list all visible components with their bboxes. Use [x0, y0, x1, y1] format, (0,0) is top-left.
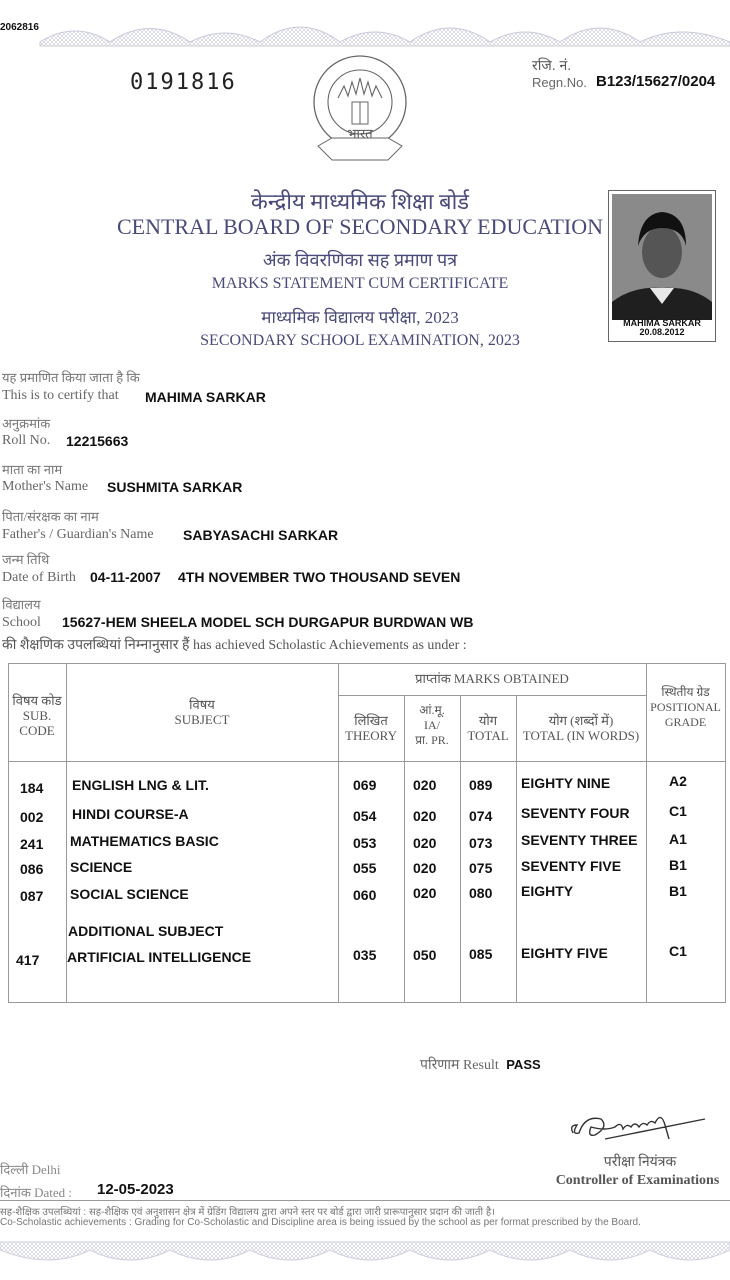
header-ia-text: IA/	[424, 718, 440, 732]
row-subject: SOCIAL SCIENCE	[70, 886, 189, 902]
student-photo	[608, 190, 716, 342]
row-ia: 020	[413, 885, 437, 901]
result-line	[420, 1055, 541, 1074]
header-total-words-hindi: योग (शब्दों में)	[548, 713, 614, 728]
controller-signature-icon	[565, 1105, 710, 1155]
row-code: 417	[16, 952, 40, 968]
col-line	[725, 663, 726, 1003]
student-name: MAHIMA SARKAR	[145, 389, 266, 405]
header-grade-hindi: स्थितीय ग्रेड	[661, 685, 710, 699]
dated-label: Dated :	[34, 1185, 72, 1200]
header-subject-hindi: विषय	[189, 697, 215, 712]
header-grade-line1: POSITIONAL	[650, 700, 721, 714]
header-pr-text: प्रा. PR.	[415, 733, 449, 747]
row-subject: SCIENCE	[70, 859, 133, 875]
controller-title: Controller of Examinations	[555, 1173, 720, 1188]
row-grade: C1	[669, 803, 687, 819]
table-border-bottom	[8, 1002, 726, 1003]
header-total-hindi: योग	[478, 713, 498, 728]
row-theory: 060	[353, 887, 377, 903]
photo-caption-date: 20.08.2012	[639, 327, 685, 337]
certificate-number: 0191816	[130, 70, 237, 95]
father-label-hindi: पिता/संरक्षक का नाम	[2, 509, 99, 524]
exam-title: SECONDARY SCHOOL EXAMINATION, 2023	[200, 332, 520, 349]
row-total-words: SEVENTY THREE	[521, 832, 638, 848]
dob-label-hindi: जन्म तिथि	[2, 552, 50, 567]
additional-subject-label: ADDITIONAL SUBJECT	[68, 923, 224, 939]
dob-label: Date of Birth	[2, 570, 76, 585]
row-code: 241	[20, 836, 44, 852]
header-sub-code-hindi: विषय कोड	[12, 693, 62, 708]
document-title-hindi: अंक विवरणिका सह प्रमाण पत्र	[262, 250, 458, 270]
father-name: SABYASACHI SARKAR	[183, 527, 339, 543]
row-total: 089	[469, 777, 493, 793]
header-grade-line2: GRADE	[664, 715, 707, 729]
header-ia-hindi: आं.मू.	[419, 703, 445, 717]
co-scholastic-note: Co-Scholastic achievements : Grading for Co-Scholastic and Discipline area is being issued by the school as per format prescribed by the Board.	[0, 1217, 641, 1228]
photo-caption-name: MAHIMA SARKAR	[623, 318, 701, 328]
board-title-hindi: केन्द्रीय माध्यमिक शिक्षा बोर्ड	[250, 189, 470, 214]
row-ia: 050	[413, 947, 437, 963]
regn-number: B123/15627/0204	[596, 73, 716, 90]
certify-label-hindi: यह प्रमाणित किया जाता है कि	[2, 370, 140, 385]
row-code: 184	[20, 780, 44, 796]
bottom-guilloche-border	[0, 1236, 730, 1276]
result-value: PASS	[506, 1057, 541, 1072]
mother-label: Mother's Name	[2, 479, 89, 494]
row-grade: B1	[669, 883, 687, 899]
roll-number: 12215663	[66, 433, 129, 449]
achievements-statement-text: has achieved Scholastic Achievements as under :	[192, 638, 467, 653]
regn-label: Regn.No.	[532, 75, 587, 90]
header-theory-hindi: लिखित	[354, 713, 388, 728]
place-label: Delhi	[31, 1162, 61, 1177]
header-total-words	[516, 713, 646, 743]
header-total-text: TOTAL	[467, 728, 509, 743]
row-theory: 054	[353, 808, 377, 824]
row-code: 087	[20, 888, 44, 904]
top-guilloche-border	[0, 10, 730, 50]
row-subject: HINDI COURSE-A	[72, 806, 189, 822]
marks-table	[8, 663, 726, 1003]
header-sub-code-line1: SUB.	[22, 708, 52, 723]
header-total	[460, 713, 516, 743]
marks-group-divider	[338, 695, 646, 696]
row-grade: C1	[669, 943, 687, 959]
dated-line	[0, 1183, 72, 1201]
father-label: Father's / Guardian's Name	[2, 527, 154, 542]
row-total-words: EIGHTY	[521, 883, 574, 899]
row-total-words: EIGHTY NINE	[521, 775, 611, 791]
row-code: 002	[20, 809, 44, 825]
row-total-words: EIGHTY FIVE	[521, 945, 608, 961]
row-ia: 020	[413, 808, 437, 824]
regn-label-hindi: रजि. नं.	[532, 57, 572, 73]
header-theory-text: THEORY	[345, 728, 397, 743]
header-divider	[8, 761, 726, 762]
row-total: 080	[469, 885, 493, 901]
row-ia: 020	[413, 860, 437, 876]
row-subject: ARTIFICIAL INTELLIGENCE	[67, 949, 252, 965]
row-code: 086	[20, 861, 44, 877]
header-total-words-text: TOTAL (IN WORDS)	[522, 728, 640, 743]
header-subject	[66, 697, 338, 727]
document-title: MARKS STATEMENT CUM CERTIFICATE	[211, 275, 509, 292]
roll-label: Roll No.	[2, 433, 51, 448]
row-theory: 055	[353, 860, 377, 876]
row-theory: 035	[353, 947, 377, 963]
header-positional-grade	[646, 685, 725, 730]
mother-name: SUSHMITA SARKAR	[107, 479, 243, 495]
place-line	[0, 1160, 60, 1178]
row-total: 074	[469, 808, 493, 824]
row-grade: B1	[669, 857, 687, 873]
header-marks-obtained: प्राप्तांक MARKS OBTAINED	[415, 671, 569, 686]
school-name: 15627-HEM SHEELA MODEL SCH DURGAPUR BURDWAN WB	[62, 614, 474, 630]
row-subject: MATHEMATICS BASIC	[70, 833, 219, 849]
row-total: 075	[469, 860, 493, 876]
row-total: 085	[469, 946, 493, 962]
dated-label-hindi: दिनांक	[0, 1185, 31, 1200]
row-total-words: SEVENTY FOUR	[521, 805, 630, 821]
table-border-top	[8, 663, 726, 664]
row-total: 073	[469, 835, 493, 851]
header-subject-text: SUBJECT	[174, 712, 230, 727]
row-subject: ENGLISH LNG & LIT.	[72, 777, 209, 793]
row-theory: 053	[353, 835, 377, 851]
co-scholastic-note-hindi: सह-शैक्षिक उपलब्धियां : सह-शैक्षिक एवं अनुशासन क्षेत्र में ग्रेडिंग विद्यालय द्वारा अपने स्तर पर बोर्ड द्वारा जारी प्रारूपानुसार प्रदान की जाती है।	[0, 1207, 495, 1218]
roll-label-hindi: अनुक्रमांक	[2, 416, 51, 431]
school-label-hindi: विद्यालय	[2, 597, 41, 612]
row-ia: 020	[413, 835, 437, 851]
serial-number-top: 2062816	[0, 22, 39, 33]
row-grade: A2	[669, 773, 687, 789]
header-theory	[338, 713, 404, 743]
header-ia-practical	[404, 703, 460, 748]
row-grade: A1	[669, 831, 687, 847]
exam-title-hindi: माध्यमिक विद्यालय परीक्षा, 2023	[261, 308, 459, 327]
place-label-hindi: दिल्ली	[0, 1162, 29, 1177]
footer-divider	[0, 1200, 730, 1201]
certify-label: This is to certify that	[2, 388, 119, 403]
emblem-text: भारत	[347, 126, 373, 141]
achievements-statement	[2, 635, 467, 654]
result-label-hindi: परिणाम	[420, 1058, 460, 1073]
date-of-birth-words: 4TH NOVEMBER TWO THOUSAND SEVEN	[178, 569, 461, 585]
student-portrait-icon	[612, 194, 712, 320]
date-of-birth: 04-11-2007	[90, 569, 161, 585]
mother-label-hindi: माता का नाम	[2, 462, 63, 477]
row-ia: 020	[413, 777, 437, 793]
row-total-words: SEVENTY FIVE	[521, 858, 622, 874]
result-label: Result	[462, 1058, 499, 1073]
board-title: CENTRAL BOARD OF SECONDARY EDUCATION	[116, 214, 604, 239]
header-sub-code	[8, 693, 66, 738]
row-theory: 069	[353, 777, 377, 793]
cbse-emblem-icon	[308, 50, 412, 170]
school-label: School	[2, 615, 41, 630]
header-sub-code-line2: CODE	[19, 723, 55, 738]
achievements-statement-hindi: की शैक्षणिक उपलब्धियां निम्नानुसार हैं	[2, 638, 190, 653]
controller-title-hindi: परीक्षा नियंत्रक	[603, 1155, 677, 1170]
issue-date: 12-05-2023	[97, 1181, 174, 1198]
